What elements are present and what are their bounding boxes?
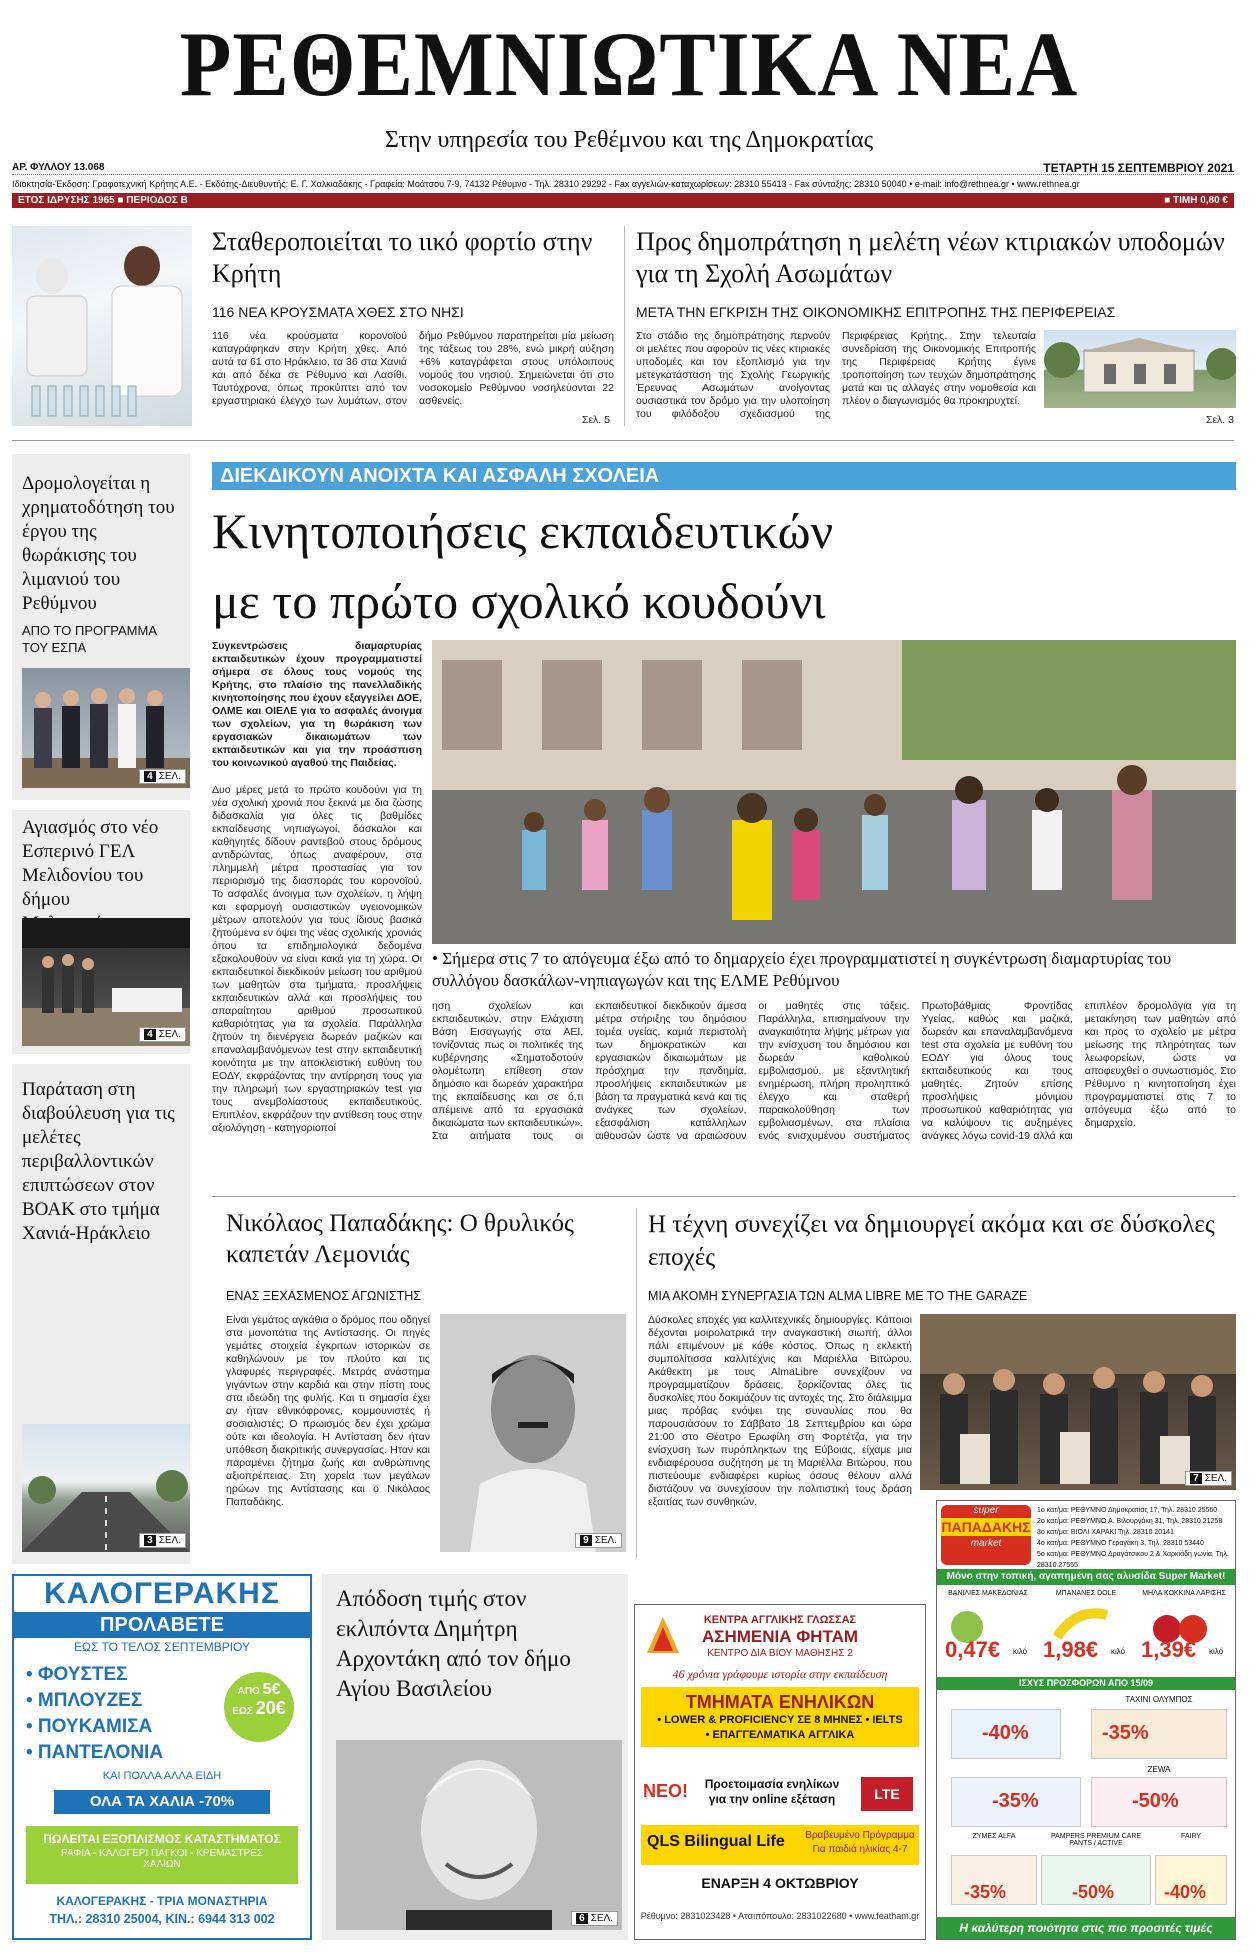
price-text: ■ ΤΙΜΗ 0,80 € (1164, 195, 1228, 206)
offer-alfa-label: ΖΥΜΕΣ ALFA (972, 1833, 1016, 1840)
fitham-ad[interactable] (634, 1604, 926, 1940)
papadakis-page-tag: 9 ΣΕΛ. (575, 1533, 622, 1548)
covid-body: 116 νέα κρούσματα κορονοϊού καταγράφηκαν στην Κρήτη χθες. Από αυτά τα 61 στο Ηράκλειο, τα 36 στα Χανιά και από δέκα σε Ρέθυμνο και Λασίθι. Ταυτόχρονα, όπως προκύπτει από τον εργαστηριακό έλεγχο των λυμάτων, στον δήμο Ρεθύμνου παρατηρείται μία μείωση της τάξεως του 28%, ενώ μικρή αύξηση +6% καταγράφεται στους υπόλοιπους νομούς του νησιού. Σημειώνεται ότι στο νοσοκομείο Ρεθύμνου νοσηλεύονται 22 ασθενείς. (212, 330, 614, 407)
papadakis-body: Είναι γεμάτος αγκάθια ο δρόμος που οδηγεί στα μονοπάτια της Αντίστασης. Οι πηγές γεμάτες στοιχεία έγκριτων ιστορικών σε καθηλώνουν με τον πλούτο και τις γλαφυρές περιγραφές. Μετράς ανάστημα γιγάντων στην καρδιά και στην πίστη τους στα ιδεώδη της φυλής. Και τι σημασία έχει αν ήταν εθνικόφρονες, κομμουνιστές ή σοσιαλιστές; Ο πρωισμός δεν έχει χρώμα ούτε και ιδεολογία. Η Αντίσταση δεν ήταν υπόθεση διακριτικής συνεργασίας. Ηταν και παραμένει ζήτημα ζωής και ανθρώπινης αξιοπρέπειας. Στη χορεία των μεγάλων ηρώων της Αντίστασης και ο Νικόλαος Παπαδάκης. (226, 1314, 430, 1508)
fitham-new: ΝΕΟ! (643, 1781, 688, 1801)
section-rule-2 (212, 1196, 1236, 1197)
produce-name: ΜΠΑΝΑΝΕΣ DOLE (1055, 1590, 1117, 1597)
lab-scientist-image (12, 226, 192, 426)
main-kicker: ΔΙΕΚΔΙΚΟΥΝ ΑΝΟΙΧΤΑ ΚΑΙ ΑΣΦΑΛΗ ΣΧΟΛΕΙΑ (212, 462, 1236, 490)
offer-alfa: -35% (951, 1855, 1037, 1905)
produce-name: ΜΗΛΑ ΚΟΚΚΙΝΑ ΛΑΡΙΣΗΣ (1142, 1590, 1226, 1597)
tribute-photo (336, 1740, 622, 1930)
art-page-tag: 7 ΣΕΛ. (1185, 1471, 1232, 1486)
kalogerakis-phones: ΤΗΛ.: 28310 25004, ΚΙΝ.: 6944 313 002 (49, 1912, 275, 1926)
main-photo (432, 640, 1236, 944)
issue-number: ΑΡ. ΦΥΛΛΟΥ 13.068 (12, 162, 105, 173)
fitham-courses2: • ΕΠΑΓΓΕΛΜΑΤΙΚΑ ΑΓΓΛΙΚΑ (705, 1729, 855, 1741)
school-building-image (1044, 330, 1236, 408)
fitham-line1: ΚΕΝΤΡΑ ΑΓΓΛΙΚΗΣ ΓΛΩΣΣΑΣ (703, 1614, 857, 1626)
fitham-courses1: • LOWER & PROFICIENCY ΣΕ 8 ΜΗΝΕΣ • IELTS (657, 1714, 903, 1726)
kalogerakis-equip-box (26, 1826, 298, 1884)
produce-unit: κιλό (1013, 1647, 1028, 1656)
main-photo-caption: • Σήμερα στις 7 το απόγευμα έξω από το δημαρχείο έχει προγραμματιστεί η συγκέντρωση διαμαρτυρίας του συλλόγου δασκάλων-νηπιαγωγών και της ΕΛΜΕ Ρεθύμνου (432, 949, 1172, 990)
kalogerakis-equip: ΠΩΛΕΙΤΑΙ ΕΞΟΠΛΙΣΜΟΣ ΚΑΤΑΣΤΗΜΑΤΟΣ (43, 1832, 281, 1846)
papadakis-headline: Νικόλαος Παπαδάκης: Ο θρυλικός καπετάν Λεμονιάς (226, 1210, 574, 1268)
column-divider-2 (636, 1208, 637, 1558)
main-col1: Δυο μέρες μετά το πρώτο κουδούνι για τη νέα σχολική χρονιά που ξεκινά με δια ζώσης διδασκαλία για όλες τις βαθμίδες εκπαίδευσης νηπιαγωγοί, δάσκαλοι και καθηγητές δίδουν ραντεβού στους δρόμους αντιδρώντας, όπως αναφέρουν, στα πλημμελή μέτρα προστασίας για τον περιορισμό της διασποράς του κορονοϊού. Το ασφαλές άνοιγμα των σχολείων, η λήψη και εφαρμογή ουσιαστικών υγειονομικών μέτρων αποτελούν για τους ίδιους βασικά ζητούμενα εν όψει της νέας σχολικής χρονιάς όπου τα επιδημιολογικά δεδομένα εξακολουθούν να είναι κακά για τη χώρα. Οι εκπαιδευτικοί διεκδικούν μείωση του αριθμού των μαθητών στα τμήματα, προσλήψεις εκπαιδευτικών αλλά και προσλήψεις του απαραίτητου αριθμού προσωπικού καθαριότητας για τα σχολεία. Παράλληλα ζητούν τη διενέργεια δωρεάν μαζικών και επαναλαμβανόμενων test στην εκπαιδευτική κοινότητα με την αποκλειστική ευθύνη του ΕΟΔΥ, εκφράζοντας την αντίρρηση τους για την πληρωμή των εργαστηριακών test για τους ανεμβολίαστους εκπαιδευτικούς. Επιπλέον, εκφράζουν την αντίθεση τους στην αξιολόγηση - κατηγοριοποί (212, 784, 422, 1134)
store-line: 2ο κατ/μα: ΡΕΘΥΜΝΟ Α. Βιλουργάκη 31, Τηλ. 28310 21258 (1037, 1518, 1223, 1525)
side1-subhead: ΑΠΟ ΤΟ ΠΡΟΓΡΑΜΜΑ ΤΟΥ ΕΣΠΑ (22, 623, 157, 655)
offer-zewa-label: ZEWA (1147, 1765, 1171, 1774)
produce-unit: κιλό (1209, 1647, 1224, 1656)
fitham-motto: 46 χρόνια γράφουμε ιστορία στην εκπαίδευση (672, 1667, 888, 1681)
main-headline-line2: με το πρώτο σχολικό κουδούνι (212, 573, 826, 629)
covid-photo (12, 226, 192, 426)
column-divider (624, 226, 625, 426)
kalogerakis-price-badge: ΑΠΟ 5€ ΕΩΣ 20€ (224, 1672, 294, 1742)
fitham-adults-box (641, 1687, 919, 1747)
kalogerakis-until: ΕΩΣ ΤΟ ΤΕΛΟΣ ΣΕΠΤΕΜΒΡΙΟΥ (74, 1640, 250, 1654)
fitham-lte: LTE (861, 1777, 913, 1811)
store-line: 1ο κατ/μα: ΡΕΘΥΜΝΟ Δημοκρατίας 17, Τηλ. 28310 25560 (1037, 1507, 1218, 1514)
papadakis-produce (937, 1589, 1235, 1675)
fitham-prep: Προετοιμασία ενηλίκων για την online εξέταση (704, 1777, 840, 1806)
masthead-title: ΡΕΘΕΜΝΙΩΤΙΚΑ ΝΕΑ (179, 13, 1079, 115)
store-line: 3ο κατ/μα: ΒΙΟΛΙ ΧΑΡΑΚΙ Τηλ. 28310 20141 (1037, 1529, 1174, 1536)
section-rule (12, 440, 1234, 441)
sidebar-gap (12, 800, 190, 810)
fitham-contacts: Ρέθυμνο: 2831023428 • Ατσιπόπουλο: 2831022680 • www.featham.gr (640, 1911, 920, 1921)
art-photo (920, 1314, 1236, 1490)
side1-photo (22, 668, 190, 788)
papadakis-portrait (440, 1314, 626, 1552)
produce-name: ΒΑΝΙΛΙΕΣ ΜΑΚΕΔΟΝΙΑΣ (948, 1590, 1028, 1597)
offer-pampers: -50% (1041, 1855, 1151, 1905)
offer-zewa: -50% (1091, 1777, 1227, 1827)
masthead-tagline: Στην υπηρεσία του Ρεθέμνου και της Δημοκρατίας (384, 127, 874, 153)
produce-price: 0,47€ (945, 1637, 1001, 1662)
papadakis-only: Μόνο στην τοπική, αγαπημένη σας αλυσίδα Super Market! (937, 1569, 1235, 1585)
offer-taxini-label: ΤΑΧΙΝΙ ΟΛΥΜΠΟΣ (1125, 1695, 1193, 1704)
fitham-qls: QLS Bilingual Life (647, 1833, 785, 1850)
kalogerakis-headline: ΠΡΟΛΑΒΕΤΕ (14, 1612, 310, 1638)
fitham-adults: ΤΜΗΜΑΤΑ ΕΝΗΛΙΚΩΝ (685, 1692, 875, 1712)
issue-bar (12, 162, 1234, 175)
side3-page-tag: 3 ΣΕΛ. (139, 1533, 186, 1548)
elderly-man-portrait (336, 1740, 622, 1930)
papadakis-subhead: ΕΝΑΣ ΞΕΧΑΣΜΕΝΟΣ ΑΓΩΝΙΣΤΗΣ (226, 1289, 421, 1303)
papadakis-brand: ΠΑΠΑΔΑΚΗΣ (941, 1519, 1031, 1535)
art-subhead: ΜΙΑ ΑΚΟΜΗ ΣΥΝΕΡΓΑΣΙΑ ΤΩΝ ALMA LIBRE ΜΕ ΤΟ THE GARAZE (648, 1289, 1028, 1303)
kalogerakis-item: • ΠΟΥΚΑΜΙΣΑ (26, 1716, 153, 1737)
papadakis-stores (1037, 1505, 1233, 1571)
covid-headline: Σταθεροποιείται το ιικό φορτίο στην Κρήτη (212, 227, 593, 288)
kalogerakis-item: • ΦΟΥΣΤΕΣ (26, 1664, 128, 1685)
papadakis-offers-grid (941, 1695, 1231, 1911)
art-body: Δύσκολες εποχές για καλλιτεχνικές δημιουργίες. Κάποιοι δέχονται μοιρολατρικά την αναγκαστική σιωπή, άλλοι πάλι επιμένουν με κάθε κόστος. Όπως η εκλεκτή συμπολίτισσα καλλιτέχνις και Μαριέλλα Βιτώρου. Ακάθεκτη με τους AlmaLibre συνεχίζουν να προγραμματίζουν δράσεις, ξορκίζοντας όλες τις δυσκολίες που δοκιμάζουν τις αντοχές της. Στο διάλειμμα μιας πρόβας ενόψει της συναυλίας που θα παρουσιάσουν το Σάββατο 18 Σεπτεμβρίου και ώρα 21:00 στο Θέατρο Ερωφίλη στη Φορτέτζα, για την ενίσχυση των πυρόπληκτων της Εύβοιας, είχαμε μια ενδιαφέρουσα συζήτηση με τη Μαριέλλα Βιτώρου, που πιστεύουμε ενδιαφέρει κυρίως όσους θέλουν αλλά διστάζουν να συνεχίσουν την πολιτιστική τους δράση εξαιτίας των συνθηκών. (648, 1314, 912, 1508)
papadakis-validity: ΙΣΧΥΣ ΠΡΟΣΦΟΡΩΝ ΑΠΟ 15/09 (937, 1677, 1235, 1690)
asomaton-headline: Προς δημοπράτηση η μελέτη νέων κτιριακών υποδομών για τη Σχολή Ασωμάτων (636, 227, 1225, 288)
asomaton-body: Στο στάδιο της δημοπράτησης περνούν οι μελέτες που αφορούν τις νέες κτιριακές υποδομές και τον εξοπλισμό για την μετεγκατάσταση της Σχολής Γεωργικής Έρευνας Ασωμάτων ανοίγοντας ουσιαστικά τον δρόμο για την υλοποίηση του φιλόδοξου σχεδιασμού της Περιφέρειας Κρήτης. Στην τελευταία συνεδρίαση της Οικονομικής Επιτροπής της Περιφέρειας Κρήτης έγινε τροποποίηση των τευχών δημοπράτησης ματά και τις αλλαγές στην νομοθεσία και πλέον ο διαγωνισμός θα προκηρυχτεί. (636, 330, 1036, 420)
founded-bar (12, 193, 1234, 208)
offer-taxini: -35% (1091, 1709, 1227, 1759)
main-lead: Συγκεντρώσεις διαμαρτυρίας εκπαιδευτικών έχουν προγραμματιστεί σήμερα σε όλους τους νομούς της Κρήτης, στο πλαίσιο της πανελλαδικής κινητοποίησης που έχουν εξαγγείλει ΔΟΕ, ΟΛΜΕ και ΟΙΕΛΕ για το ασφαλές άνοιγμα των σχολείων, για τη θωράκιση των εργασιακών δικαιωμάτων των εκπαιδευτικών και για την προάσπιση του κοινωνικού αγαθού της Παιδείας. (212, 640, 422, 769)
produce-price: 1,98€ (1043, 1637, 1099, 1662)
fitham-award: Βραβευμένο Πρόγραμμα Για παιδιά ηλικίας 4-7 (805, 1830, 915, 1855)
fitham-qls-box (641, 1825, 919, 1865)
asomaton-subhead: ΜΕΤΑ ΤΗΝ ΕΓΚΡΙΣΗ ΤΗΣ ΟΙΚΟΝΟΜΙΚΗΣ ΕΠΙΤΡΟΠΗΣ ΤΗΣ ΠΕΡΙΦΕΡΕΙΑΣ (636, 304, 1116, 320)
kalogerakis-item: • ΜΠΛΟΥΖΕΣ (26, 1690, 143, 1711)
papadakis-brand-bottom: market (970, 1538, 1002, 1549)
store-line: 5ο κατ/μα: ΡΕΘΥΜΝΟ Δραγάτσικου 2 & Χαρκιάδη γωνία, Τηλ. 28310 27555 (1037, 1551, 1229, 1569)
tribute-page-tag: 6 ΣΕΛ. (571, 1911, 618, 1926)
offer-pampers-label: PAMPERS PREMIUM CARE PANTS / ACTIVE (1050, 1833, 1142, 1847)
publisher-info: Ιδιοκτησία-Έκδοση: Γραφοτεχνική Κρήτης Α.Ε. - Εκδότης-Διευθυντής: Ε. Γ. Χαλκιαδάκης - Γραφεία: Μοάτσου 7-9, 74132 Ρέθυμνο - Τηλ. 28310 29292 - Fax αγγελιών-καταχωρίσεων: 28310 55413 - Fax σύνταξης: 28310 50040 • e-mail: info@rethnea.gr • www.rethnea.gr (12, 179, 1080, 189)
schoolchildren-image (432, 640, 1236, 944)
founded-text: ΕΤΟΣ ΙΔΡΥΣΗΣ 1965 ■ ΠΕΡΙΟΔΟΣ Β (18, 195, 188, 206)
side1-headline: Δρομολογείται η χρηματοδότηση του έργου της θωράκισης του λιμανιού του Ρεθύμνου (22, 473, 175, 614)
kalogerakis-ad[interactable] (12, 1574, 312, 1940)
papadakis-logo (941, 1505, 1031, 1565)
side3-headline: Παράταση στη διαβούλευση για τις μελέτες περιβαλλοντικών επιπτώσεων στον ΒΟΑΚ στο τμήμα Χανιά-Ηράκλειο (22, 1079, 175, 1244)
side2-page-tag: 4 ΣΕΛ. (139, 1027, 186, 1042)
papadakis-footer: Η καλύτερη ποιότητα στις πιο προσιτές τιμές (937, 1917, 1235, 1939)
fitham-line2: ΚΕΝΤΡΟ ΔΙΑ ΒΙΟΥ ΜΑΘΗΣΗΣ 2 (707, 1648, 853, 1659)
produce-price: 1,39€ (1141, 1637, 1197, 1662)
produce-unit: κιλό (1111, 1647, 1126, 1656)
asomaton-page-ref: Σελ. 3 (1205, 414, 1234, 426)
offer-detergent: -35% (951, 1777, 1081, 1827)
fitham-logo-icon (645, 1615, 681, 1655)
kalogerakis-more: ΚΑΙ ΠΟΛΛΑ ΑΛΛΑ ΕΙΔΗ (102, 1770, 222, 1782)
main-body-columns: ηση σχολείων και εκπαιδευτικών, στην Ελάχιστη Βάση Εισαγωγής στα ΑΕΙ, τονίζοντας πως οι πολιτικές της κυβέρνησης «Σηματοδοτούν ολομέτωπη επίθεση στον δημόσιο και δωρεάν χαρακτήρα της εκπαίδευσης και σε ό,τι απέμεινε από τα εργασιακά δικαιώματα των εκπαιδευτικών». Στα αιτήματα τους οι εκπαιδευτικοί διεκδικούν άμεσα μέτρα στήριξης του δημόσιου τομέα υγείας, καμιά περιστολή των δημοκρατικών και εργασιακών δικαιωμάτων με πρόσχημα την πανδημία, προσλήψεις εκπαιδευτικών με βάση τα πραγματικά κενά και τις ανάγκες των σχολείων, εξασφάλιση κατάλληλων αιθουσών ώστε να αραιώσουν οι μαθητές στις τάξεις. Παράλληλα, επισημαίνουν την αναγκαιότητα λήψης μέτρων για την ενίσχυση του δημόσιου και δωρεάν καθολικού εμβολιασμού, με εξαντλητική ενημέρωση, πλήρη προληπτικό έλεγχο και σταθερή παρακολούθηση των εμβολιασμένων, στα πλαίσια ενός ενισχυμένου συστήματος Πρωτοβάθμιας Φροντίδας Υγείας, καθώς και μαζικά, δωρεάν και επαναλαμβανόμενα test στα σχολεία με ευθύνη του ΕΟΔΥ για όλους τους εκπαιδευτικούς και τους μαθητές. Ζητούν επίσης προσλήψεις μόνιμου προσωπικού καθαριότητας για να καλύψουν τις αυξημένες ανάγκες λόγω covid-19 αλλά και επιπλέον δρομολόγια για τη μετακίνηση των μαθητών από και προς το σχολείο με μέτρα μείωσης της πληρότητας των λεωφορείων, ώστε να αποφευχθεί ο συνωστισμός. Στο Ρέθυμνο η κινητοποίηση έχει προγραμματιστεί στις 7 το απόγευμα έξω από το δημαρχείο. (432, 1000, 1236, 1142)
fitham-brand: ΑΣΗΜΕΝΙΑ ΦΗΤΑΜ (701, 1627, 859, 1646)
side3-photo (22, 1424, 190, 1552)
offer-nesquik: -40% (951, 1709, 1061, 1759)
kalogerakis-equip-items: ΡΑΦΙΑ - ΚΑΛΟΓΕΡΙ ΠΑΓΚΟΙ - ΚΡΕΜΑΣΤΡΕΣ ΧΑΛΙΩΝ (60, 1848, 264, 1870)
kalogerakis-item: • ΠΑΝΤΕΛΟΝΙΑ (26, 1742, 164, 1763)
papadakis-market-ad[interactable] (936, 1500, 1236, 1940)
asomaton-photo (1044, 330, 1236, 408)
art-headline: Η τέχνη συνεχίζει να δημιουργεί ακόμα και σε δύσκολες εποχές (648, 1211, 1215, 1271)
side1-page-tag: 4 ΣΕΛ. (139, 769, 186, 784)
historic-portrait-image (440, 1314, 626, 1552)
side2-headline: Αγιασμός στο νέο Εσπερινό ΓΕΛ Μελιδονίου του δήμου (22, 817, 159, 910)
issue-date: ΤΕΤΑΡΤΗ 15 ΣΕΠΤΕΜΒΡΙΟΥ 2021 (1043, 161, 1234, 175)
kalogerakis-rugs: ΟΛΑ ΤΑ ΧΑΛΙΑ -70% (54, 1790, 270, 1814)
offer-fairy: -40% (1155, 1855, 1227, 1905)
covid-subhead: 116 ΝΕΑ ΚΡΟΥΣΜΑΤΑ ΧΘΕΣ ΣΤΟ ΝΗΣΙ (212, 304, 464, 320)
main-headline-line1: Κινητοποιήσεις εκπαιδευτικών (212, 503, 834, 559)
offer-fairy-label: FAIRY (1180, 1833, 1202, 1840)
side2-photo (22, 918, 190, 1046)
kalogerakis-items (26, 1662, 163, 1766)
store-line: 4ο κατ/μα: ΡΕΘΥΜΝΟ Γεραγάκη 3, Τηλ. 28310 53440 (1037, 1540, 1204, 1547)
tribute-headline: Απόδοση τιμής στον εκλιπόντα Δημήτρη Αρχοντάκη από τον δήμο Αγίου Βασιλείου (336, 1586, 571, 1701)
covid-page-ref: Σελ. 5 (581, 414, 610, 426)
papadakis-brand-top: super (973, 1505, 999, 1516)
kalogerakis-location: ΚΑΛΟΓΕΡΑΚΗΣ - ΤΡΙΑ ΜΟΝΑΣΤΗΡΙΑ (56, 1894, 268, 1908)
fitham-start: ΕΝΑΡΞΗ 4 ΟΚΤΩΒΡΙΟΥ (701, 1875, 859, 1891)
band-group-image (920, 1314, 1236, 1490)
kalogerakis-brand: ΚΑΛΟΓΕΡΑΚΗΣ (44, 1577, 280, 1610)
